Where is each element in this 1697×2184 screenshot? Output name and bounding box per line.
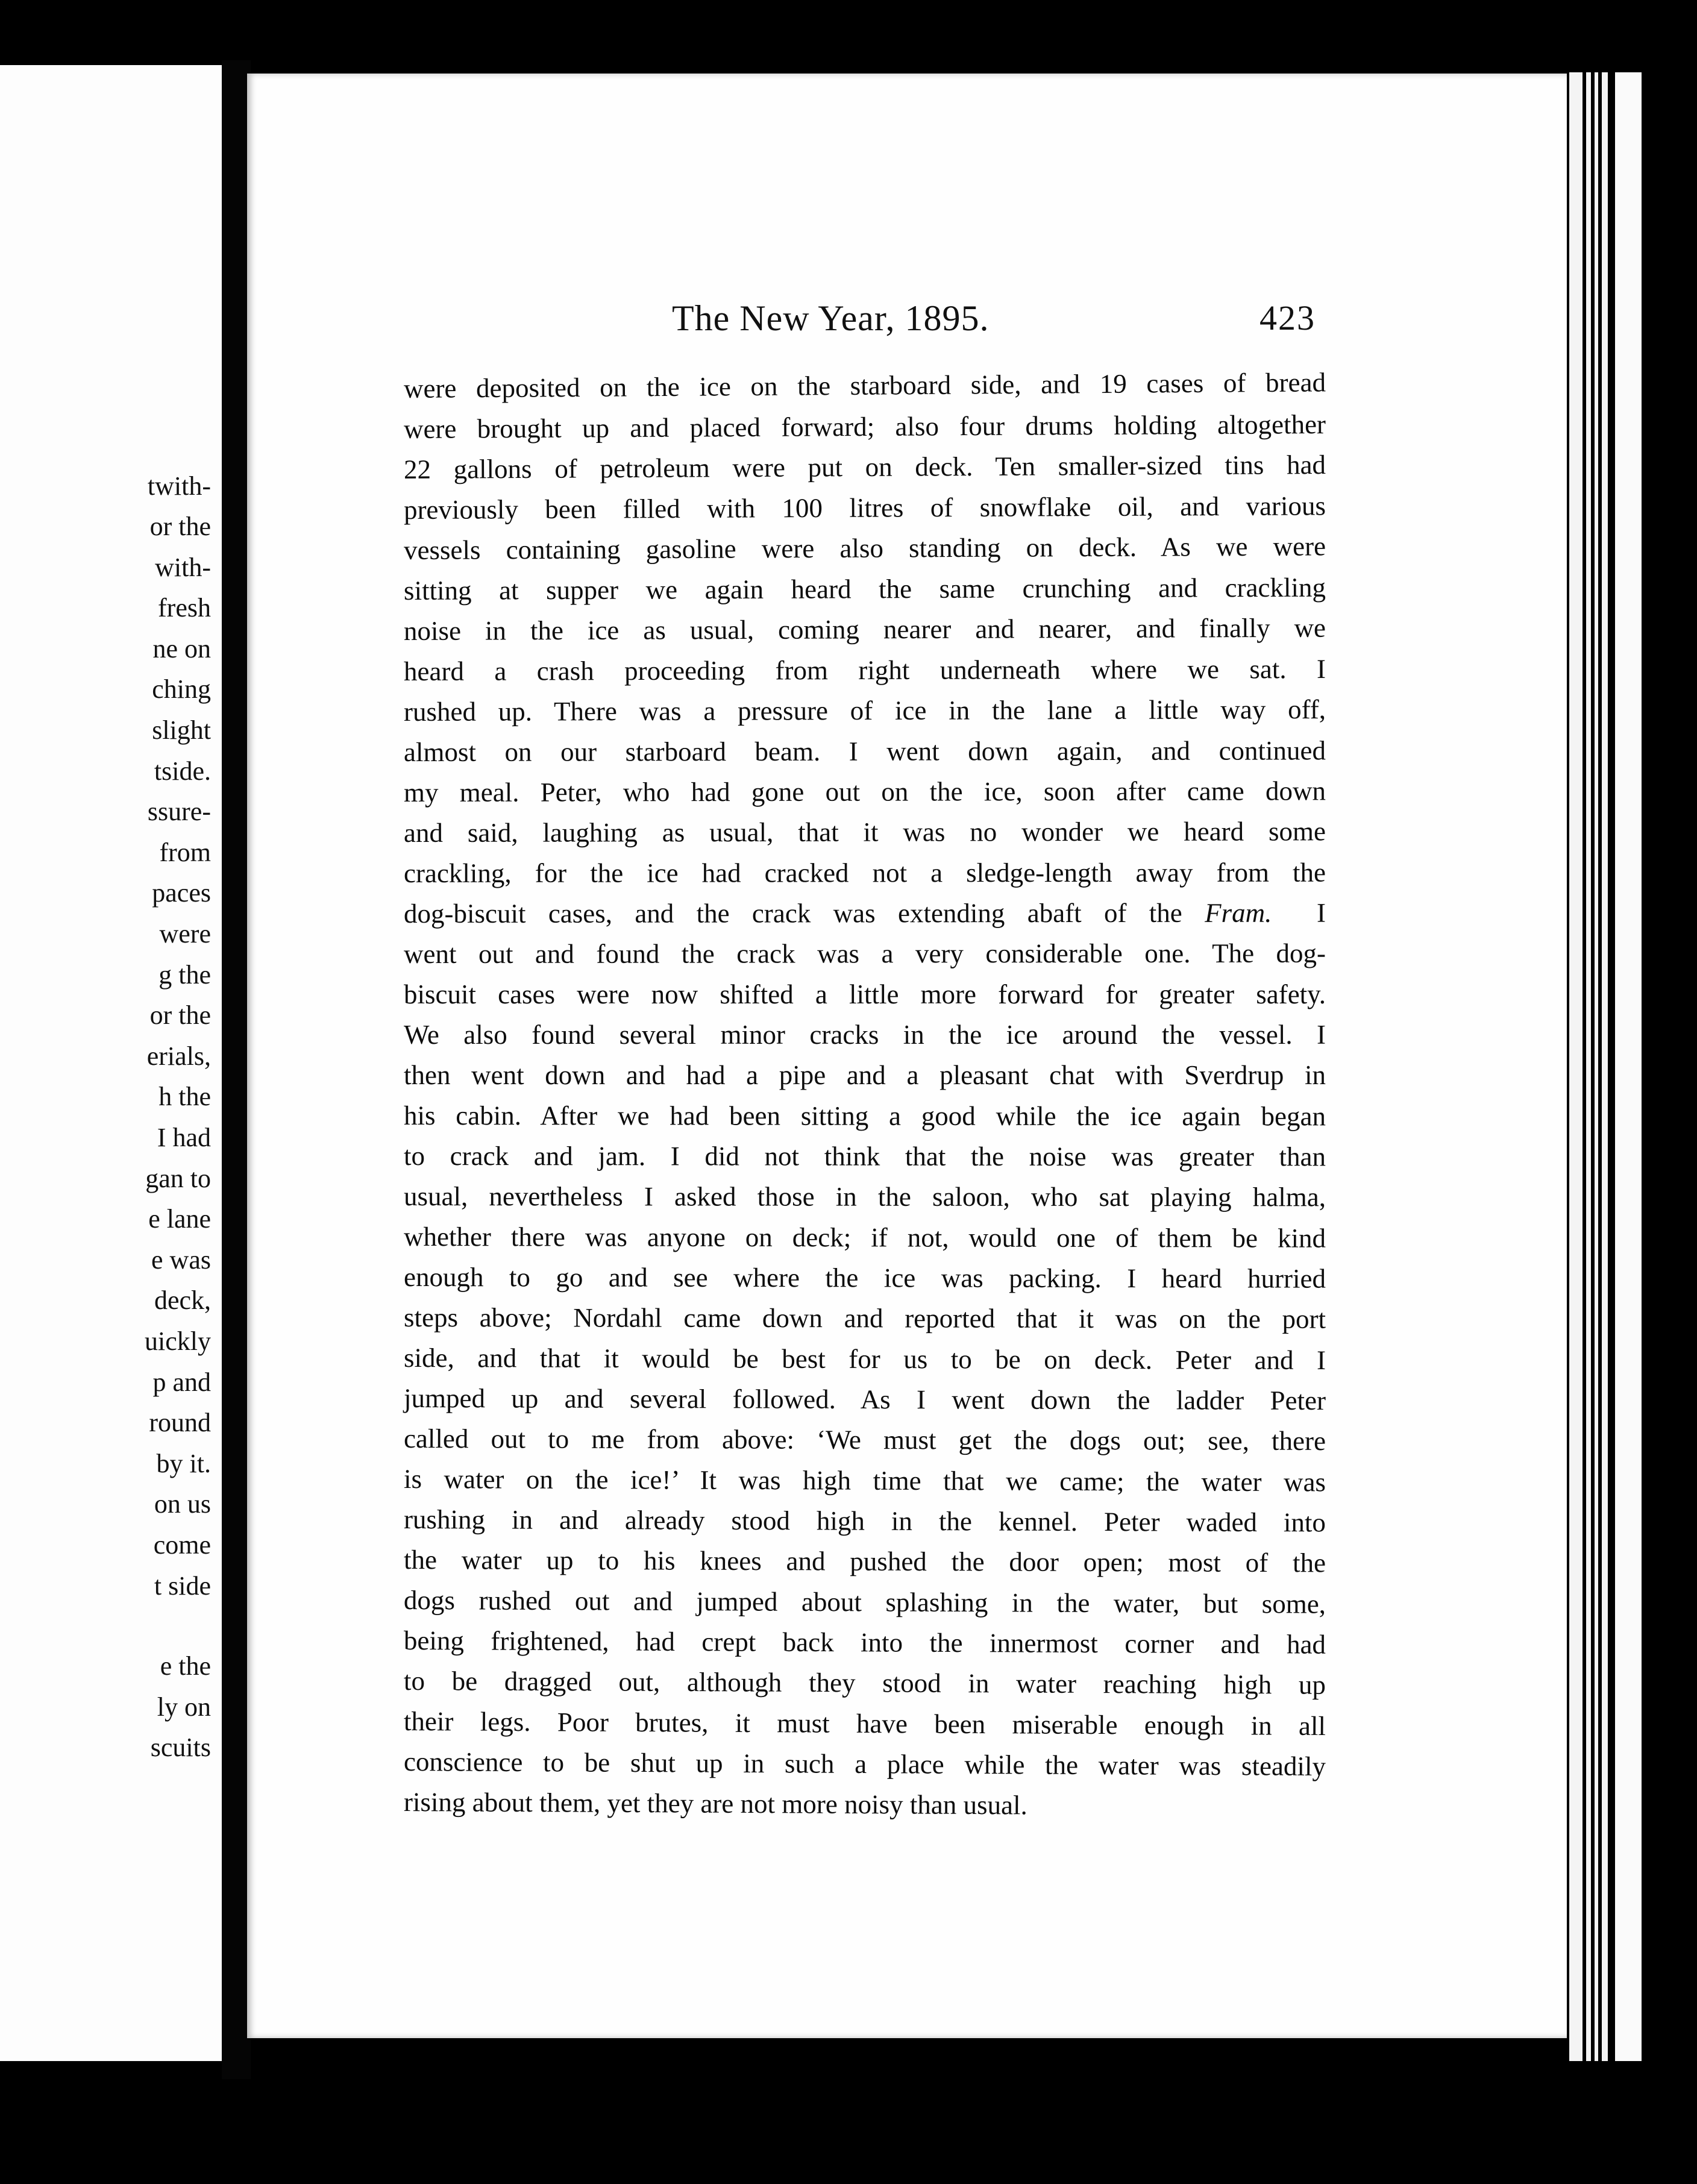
book-page-423 xyxy=(247,74,1567,2038)
text-line: called out to me from above: ‘We must get the dogs out; see, there xyxy=(403,1423,1326,1457)
text-line: to crack and jam. I did not think that the noise was greater than xyxy=(403,1141,1326,1172)
left-page-fragment: scuits xyxy=(150,1733,211,1762)
text-line: usual, nevertheless I asked those in the saloon, who sat playing halma, xyxy=(403,1181,1326,1213)
text-line: my meal. Peter, who had gone out on the ice, soon after came down xyxy=(403,776,1326,808)
text-line: We also found several minor cracks in the ice around the vessel. I xyxy=(404,1020,1326,1050)
left-page-fragment: ly on xyxy=(157,1692,211,1722)
left-page-fragment: were xyxy=(159,919,211,949)
left-page-fragment: h the xyxy=(158,1082,211,1111)
left-page-text-fragments xyxy=(0,348,222,1975)
text-line: side, and that it would be best for us to be on deck. Peter and I xyxy=(403,1343,1326,1376)
left-page-fragment: e was xyxy=(151,1245,211,1275)
text-line: to be dragged out, although they stood in water reaching high up xyxy=(403,1666,1326,1700)
left-page-fragment: t side xyxy=(154,1571,211,1601)
page-edge xyxy=(1595,72,1598,2061)
text-line: their legs. Poor brutes, it must have been miserable enough in all xyxy=(403,1706,1326,1742)
text-line: were brought up and placed forward; also four drums holding altogether xyxy=(403,409,1326,444)
text-line: being frightened, had crept back into the innermost corner and had xyxy=(403,1625,1326,1660)
text-line: crackling, for the ice had cracked not a sledge-length away from the xyxy=(403,857,1326,888)
text-line: were deposited on the ice on the starboard side, and 19 cases of bread xyxy=(403,367,1326,404)
text-line: enough to go and see where the ice was packing. I heard hurried xyxy=(403,1262,1326,1294)
text-line: the water up to his knees and pushed the door open; most of the xyxy=(403,1545,1326,1578)
left-page-fragment: slight xyxy=(152,715,211,745)
left-page-fragment: gan to xyxy=(145,1164,211,1193)
text-line xyxy=(404,893,1326,934)
left-page-fragment: round xyxy=(149,1408,211,1437)
page-edge xyxy=(1602,72,1608,2061)
left-page-fragment: e the xyxy=(160,1651,211,1681)
left-page-fragment: ssure- xyxy=(147,797,211,826)
left-page-fragment: tside. xyxy=(154,756,211,786)
left-facing-page xyxy=(0,65,222,2061)
text-line: noise in the ice as usual, coming nearer and nearer, and finally we xyxy=(403,612,1326,646)
left-page-fragment: fresh xyxy=(158,593,211,623)
left-page-fragment: come xyxy=(153,1530,211,1560)
text-line: rushing in and already stood high in the kennel. Peter waded into xyxy=(403,1504,1326,1538)
text-line: almost on our starboard beam. I went down again, and continued xyxy=(403,735,1326,767)
text-line: vessels containing gasoline were also standing on deck. As we were xyxy=(403,531,1326,565)
left-page-fragment: uickly xyxy=(145,1326,211,1356)
left-page-fragment: e lane xyxy=(148,1204,211,1234)
body-text xyxy=(404,369,1326,1822)
text-line: jumped up and several followed. As I went down the ladder Peter xyxy=(403,1383,1326,1416)
left-page-fragment: ne on xyxy=(152,634,211,664)
ship-name-italic: Fram. xyxy=(1205,897,1272,928)
text-line: 22 gallons of petroleum were put on deck. Ten smaller-sized tins had xyxy=(403,449,1326,485)
text-line: conscience to be shut up in such a place while the water was steadily xyxy=(403,1746,1326,1782)
left-page-fragment: on us xyxy=(154,1489,211,1519)
page-number: 423 xyxy=(1259,298,1316,337)
text-line: and said, laughing as usual, that it was no wonder we heard some xyxy=(403,816,1326,848)
left-page-fragment: or the xyxy=(149,512,211,541)
text-line: steps above; Nordahl came down and reported that it was on the port xyxy=(403,1302,1326,1334)
text-line-segment: I xyxy=(1316,897,1326,928)
text-line: went out and found the crack was a very considerable one. The dog- xyxy=(403,938,1326,969)
text-line-segment: dog-biscuit cases, and the crack was extending abaft of the xyxy=(403,897,1182,929)
left-page-fragment: by it. xyxy=(156,1449,211,1478)
left-page-fragment: deck, xyxy=(154,1285,211,1315)
text-line: sitting at supper we again heard the same crunching and crackling xyxy=(403,572,1326,606)
page-edge xyxy=(1569,72,1583,2061)
running-title: The New Year, 1895. xyxy=(672,298,990,338)
left-page-fragment: p and xyxy=(152,1367,211,1397)
left-page-fragment: paces xyxy=(152,878,211,908)
page-edge xyxy=(1615,72,1642,2061)
page-edges xyxy=(1567,72,1697,2061)
left-page-fragment: or the xyxy=(149,1000,211,1030)
page-edge xyxy=(1586,72,1591,2061)
text-line: dogs rushed out and jumped about splashing in the water, but some, xyxy=(403,1585,1326,1619)
left-page-fragment: g the xyxy=(158,960,211,990)
text-line: is water on the ice!’ It was high time that we came; the water was xyxy=(403,1464,1326,1498)
left-page-fragment: twith- xyxy=(147,471,211,501)
book-gutter xyxy=(222,60,251,2079)
text-line: biscuit cases were now shifted a little more forward for greater safety. xyxy=(404,979,1326,1009)
text-line: then went down and had a pipe and a pleasant chat with Sverdrup in xyxy=(404,1060,1326,1090)
text-line: rising about them, yet they are not more noisy than usual. xyxy=(403,1787,1027,1821)
text-line: his cabin. After we had been sitting a good while the ice again began xyxy=(403,1100,1326,1132)
left-page-fragment: ching xyxy=(152,674,211,704)
left-page-fragment: erials, xyxy=(146,1041,211,1071)
text-line: previously been filled with 100 litres of snowflake oil, and various xyxy=(403,491,1326,525)
running-head xyxy=(247,298,1567,352)
text-line: rushed up. There was a pressure of ice in the lane a little way off, xyxy=(403,694,1326,727)
left-page-fragment: I had xyxy=(157,1123,211,1152)
text-line: whether there was anyone on deck; if not, would one of them be kind xyxy=(403,1222,1326,1254)
left-page-fragment: from xyxy=(159,838,211,867)
left-page-fragment: with- xyxy=(155,553,211,582)
text-line: heard a crash proceeding from right underneath where we sat. I xyxy=(403,653,1326,686)
